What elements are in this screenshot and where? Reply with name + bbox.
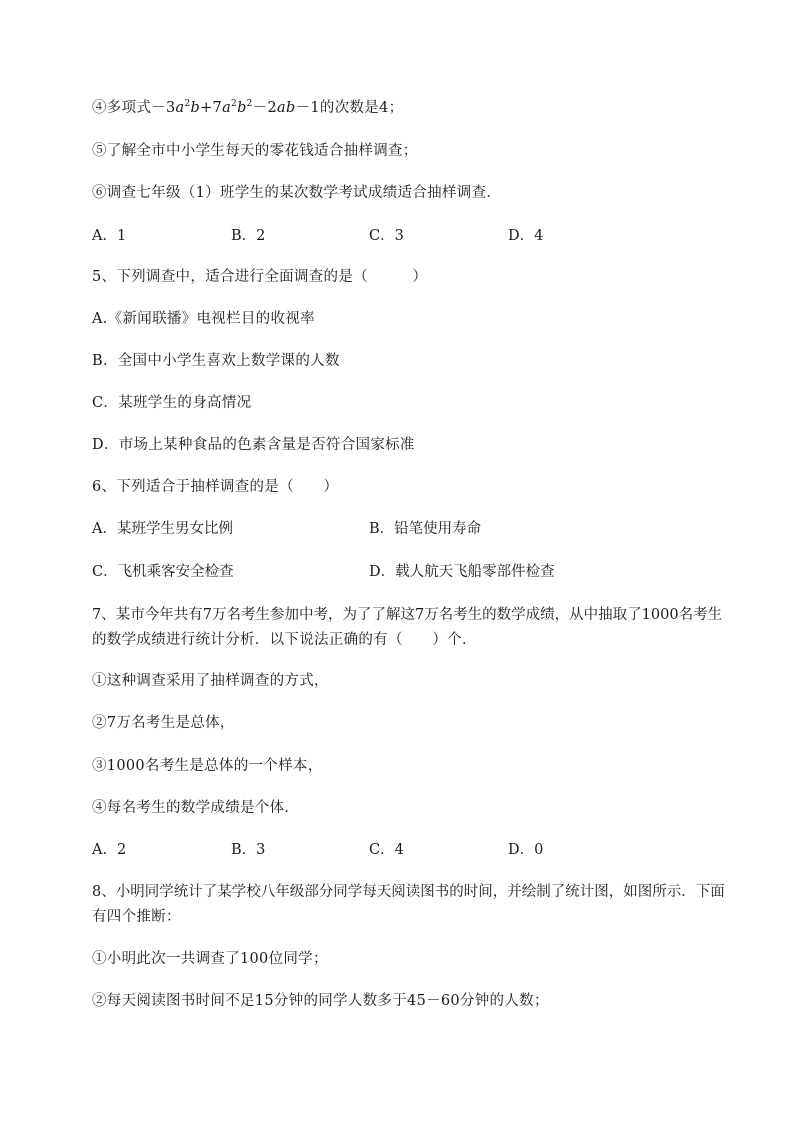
q6-option-d: D．载人航天飞船零部件检查: [369, 564, 555, 580]
q6-stem: 6、下列适合于抽样调查的是（ ）: [92, 479, 339, 495]
q7-item-4: ④每名考生的数学成绩是个体．: [92, 800, 300, 816]
q7-item-2: ②7万名考生是总体，: [92, 715, 235, 731]
q4-option-b: B．2: [231, 228, 266, 244]
q7-item-1: ①这种调查采用了抽样调查的方式，: [92, 673, 329, 689]
q5-option-c: C．某班学生的身高情况: [92, 395, 252, 411]
q4-item-6: ⑥调查七年级（1）班学生的某次数学考试成绩适合抽样调查．: [92, 185, 502, 201]
q5-stem: 5、下列调查中，适合进行全面调查的是（ ）: [92, 269, 428, 285]
q6-option-b: B．铅笔使用寿命: [369, 521, 482, 537]
q5-option-b: B．全国中小学生喜欢上数学课的人数: [92, 353, 340, 369]
q6-option-a: A．某班学生男女比例: [92, 521, 233, 537]
q5-option-d: D．市场上某种食品的色素含量是否符合国家标准: [92, 437, 415, 453]
polynomial-expression: $a^2b+7a^2b^2-2ab-1$: [175, 99, 320, 116]
q6-option-c: C．飞机乘客安全检查: [92, 564, 234, 580]
q8-item-2: ②每天阅读图书时间不足15分钟的同学人数多于45－60分钟的人数；: [92, 993, 549, 1009]
q7-stem-line2: 的数学成绩进行统计分析．以下说法正确的有（ ）个．: [92, 632, 477, 648]
q4-option-c: C．3: [369, 228, 404, 244]
q8-stem-line2: 有四个推断：: [92, 909, 181, 925]
q4-option-a: A．1: [92, 228, 127, 244]
q7-option-c: C．4: [369, 842, 404, 858]
q8-stem-line1: 8、小明同学统计了某学校八年级部分同学每天阅读图书的时间，并绘制了统计图，如图所示．下面: [92, 884, 725, 900]
q7-option-b: B．3: [231, 842, 266, 858]
q7-option-d: D．0: [508, 842, 544, 858]
q7-item-3: ③1000名考生是总体的一个样本，: [92, 758, 323, 774]
q4-item-5: ⑤了解全市中小学生每天的零花钱适合抽样调查；: [92, 143, 418, 159]
q7-option-a: A．2: [92, 842, 127, 858]
q7-stem-line1: 7、某市今年共有7万名考生参加中考，为了了解这7万名考生的数学成绩，从中抽取了1000名考生: [92, 607, 723, 623]
q8-item-1: ①小明此次一共调查了100位同学；: [92, 951, 328, 967]
q4-item-4: ④多项式$-3a^2b+7a^2b^2-2ab-1$的次数是4；: [92, 99, 404, 116]
q4-option-d: D．4: [508, 228, 544, 244]
q5-option-a: A.《新闻联播》电视栏目的收视率: [92, 311, 315, 327]
